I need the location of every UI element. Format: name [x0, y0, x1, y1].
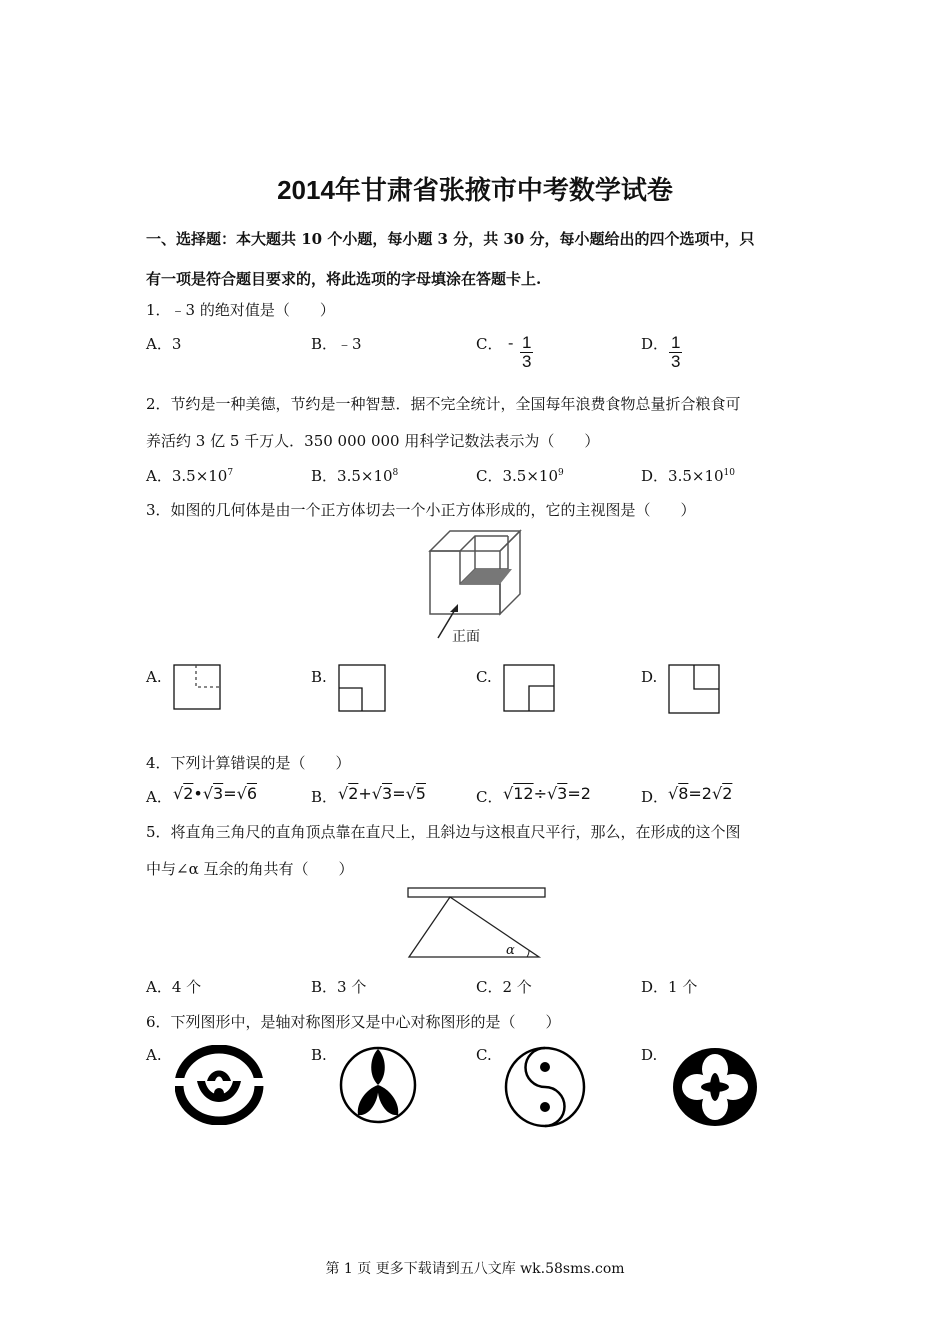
operator: ÷: [533, 784, 547, 803]
q4-option-d-label: D．: [641, 788, 669, 806]
q6-option-a-figure: [175, 1045, 265, 1125]
q1-option-d-fraction: [669, 334, 682, 371]
radicand: 3: [213, 784, 224, 803]
fraction-numerator: 1: [522, 333, 532, 352]
radicand: 3: [382, 784, 393, 803]
operator: •: [193, 784, 203, 803]
q2-option-a-base: A．3.5×10: [146, 467, 228, 485]
q3-stem: 3．如图的几何体是由一个正方体切去一个小正方体形成的，它的主视图是（ ）: [146, 501, 696, 519]
q6-option-d-figure: [670, 1045, 760, 1129]
q2-option-c-exp: 9: [558, 468, 564, 478]
q2-stem-line1: 2．节约是一种美德，节约是一种智慧．据不完全统计，全国每年浪费食物总量折合粮食可: [146, 395, 741, 413]
ruler: [408, 888, 545, 897]
radicand: 2: [348, 784, 359, 803]
operator: =2: [688, 784, 712, 803]
radicand: 6: [246, 784, 258, 803]
result: =2: [567, 784, 591, 803]
q4-option-c-label: C．: [476, 788, 503, 806]
q5-option-b: B．3 个: [311, 978, 367, 996]
q3-option-d-figure: [668, 664, 722, 716]
q1-option-c-sign: -: [508, 333, 514, 352]
angle-arc: [527, 950, 529, 957]
section-heading-line1: 一、选择题：本大题共 10 个小题，每小题 3 分，共 30 分，每小题给出的四个选项中，只: [146, 230, 755, 248]
alpha-label: α: [506, 943, 515, 958]
q6-option-d-label: D.: [641, 1046, 658, 1064]
radicand: 3: [557, 784, 568, 803]
q5-stem-line1: 5．将直角三角尺的直角顶点靠在直尺上，且斜边与这根直尺平行，那么，在形成的这个图: [146, 823, 741, 841]
page-footer: 第 1 页 更多下载请到五八文库 wk.58sms.com: [325, 1261, 625, 1277]
fraction-denominator: 3: [522, 352, 532, 371]
q4-option-a-label: A．: [146, 788, 172, 806]
q5-option-c: C．2 个: [476, 978, 532, 996]
triangle-ruler-figure: [405, 885, 550, 965]
q3-option-b-figure: [338, 664, 388, 714]
q4-option-d-expr: √8=2√2: [668, 784, 733, 803]
q3-option-a-figure: [173, 664, 223, 712]
q2-option-d: [641, 465, 735, 486]
q4-stem: 4．下列计算错误的是（ ）: [146, 754, 351, 772]
fraction-denominator: 3: [671, 352, 681, 371]
q3-option-c-label: C.: [476, 668, 492, 686]
radicand: 8: [678, 784, 689, 803]
fraction-numerator: 1: [671, 333, 681, 352]
q5-option-a: A．4 个: [146, 978, 202, 996]
q1-option-b: B．﹣3: [311, 335, 362, 353]
operator: =: [392, 784, 406, 803]
q4-option-b-expr: √2+√3=√5: [338, 784, 426, 803]
q6-option-a-label: A.: [146, 1046, 162, 1064]
q2-option-d-base: D．3.5×10: [641, 467, 724, 485]
cut-shaded-face: [460, 569, 512, 584]
q3-option-a-label: A.: [146, 668, 162, 686]
q6-option-c-figure: [503, 1045, 587, 1129]
q3-option-b-label: B.: [311, 668, 327, 686]
radicand: 12: [513, 784, 534, 803]
radicand: 2: [722, 784, 733, 803]
q4-option-c-expr: √12÷√3=2: [503, 784, 591, 803]
q2-stem-line2: 养活约 3 亿 5 千万人．350 000 000 用科学记数法表示为（ ）: [146, 432, 600, 450]
q4-option-b-label: B．: [311, 788, 338, 806]
q1-option-c-label: C．: [476, 335, 503, 353]
operator: =: [223, 784, 237, 803]
q3-option-d-label: D.: [641, 668, 658, 686]
operator: +: [358, 784, 372, 803]
radicand: 2: [183, 784, 194, 803]
q2-option-b-exp: 8: [392, 468, 399, 478]
q1-option-c-fraction: [520, 334, 533, 371]
triangle: [409, 897, 539, 957]
q2-option-c-base: C．3.5×10: [476, 467, 558, 485]
front-label: 正面: [452, 629, 480, 645]
q2-option-b: [311, 465, 398, 486]
q2-option-d-exp: 10: [723, 468, 735, 478]
page-title: 2014年甘肃省张掖市中考数学试卷: [277, 175, 673, 205]
q1-option-a: A．3: [146, 335, 182, 353]
q5-stem-line2: 中与∠α 互余的角共有（ ）: [146, 860, 354, 878]
arrow-head: [450, 604, 458, 612]
q1-stem: 1．﹣3 的绝对值是（ ）: [146, 301, 335, 319]
q2-option-c: [476, 465, 564, 486]
q2-option-a: [146, 465, 233, 486]
radicand: 5: [415, 784, 426, 803]
q6-option-b-label: B.: [311, 1046, 327, 1064]
q4-option-a-expr: √2•√3=√6: [173, 784, 258, 803]
section-heading-line2: 有一项是符合题目要求的，将此选项的字母填涂在答题卡上.: [146, 270, 542, 288]
q5-option-d: D．1 个: [641, 978, 698, 996]
q6-option-c-label: C.: [476, 1046, 492, 1064]
q1-option-d-label: D．: [641, 335, 669, 353]
q3-option-c-figure: [503, 664, 557, 714]
q2-option-a-exp: 7: [227, 468, 234, 478]
q2-option-b-base: B．3.5×10: [311, 467, 393, 485]
q6-option-b-figure: [338, 1045, 418, 1125]
q6-stem: 6．下列图形中，是轴对称图形又是中心对称图形的是（ ）: [146, 1013, 561, 1031]
